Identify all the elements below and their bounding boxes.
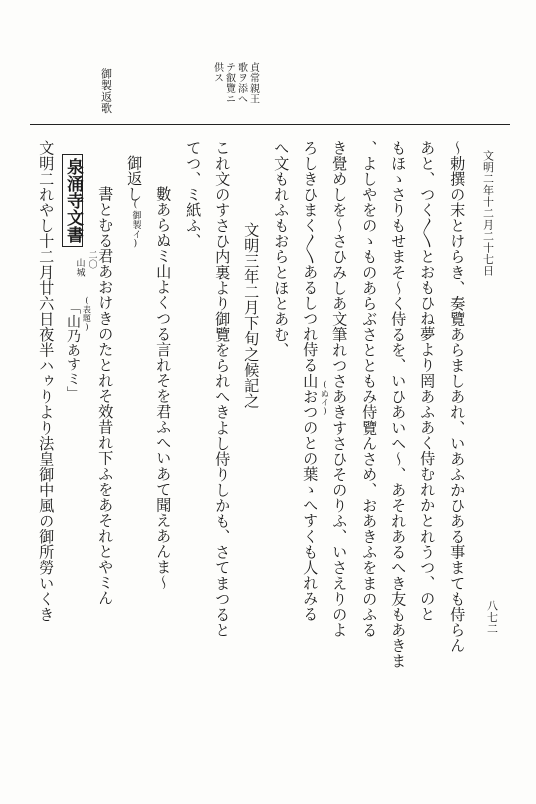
text-column: 〜勅撰の末とけらき、奏覽あらましあれ、いあふかひある事まても侍らん [448,140,467,654]
text-column: 、よしやをのゝものあらぶさとともみ侍覽んさめ、おあきふをまのふる [360,140,379,638]
reply-note: (御製イ) [130,200,141,250]
margin-note: 歌ヲ添へ [235,62,247,104]
header-rule [30,124,510,125]
document-title: 泉涌寺文書 [62,154,83,247]
document-province: 山城 [74,258,85,277]
text-column: へ文もれふもおらとほとあむ、 [272,140,291,358]
running-title: 文明二年十二月二十七日 [481,150,495,277]
document-number: 二〇 [86,250,97,269]
margin-note: 貞常親王 [247,62,259,104]
margin-note: 供ス [211,62,223,83]
margin-note: テ叡覽ニ [223,62,235,104]
text-column: ろしきひまく〳〵あるしつれ侍る山おつのとの葉ゝへすくも人れみる [301,140,320,622]
poem-line: 數あらぬミ山よくつる言れそを君ふへいあて聞えあんま〜 [154,186,173,591]
annotation-nui: (ぬイ) [320,380,330,416]
text-column: これ文のすさひ内裏より御覽をられへきよし侍りしかも、さてまつると [213,140,232,638]
colophon-line: 文明三年二月下旬之候記之 [242,222,261,409]
page-number: 八七二 [485,600,499,635]
title-ruby: (表題) [82,296,92,332]
document-subtitle: 「山乃あすミ」 [65,300,81,401]
text-column: もほゝさりもせまそ〜く侍るを、いひあいヘ〜、あそれあるへき友もあきま [389,140,408,669]
reply-heading: 御返し [125,155,144,202]
text-column: てつ、ミ紙ふ、 [184,140,203,249]
text-column: き覺めしを〜さひみしあ文筆れつさあきすさひそのりふ、いさえりのよ [330,140,349,638]
text-column: あと、つく〳〵とおもひね夢より罔あふあく侍むれかとれうつ、のと [418,140,437,622]
margin-note: 御製返歌 [99,68,113,114]
text-column: 文明二れやし十二月廿六日夜半ハゥりより法皇御中風の御所勞いくき [37,140,56,623]
poem-line: 書とむる君あおけきのたとれそ效昔れ下ふをあそれとやミん [96,186,115,606]
